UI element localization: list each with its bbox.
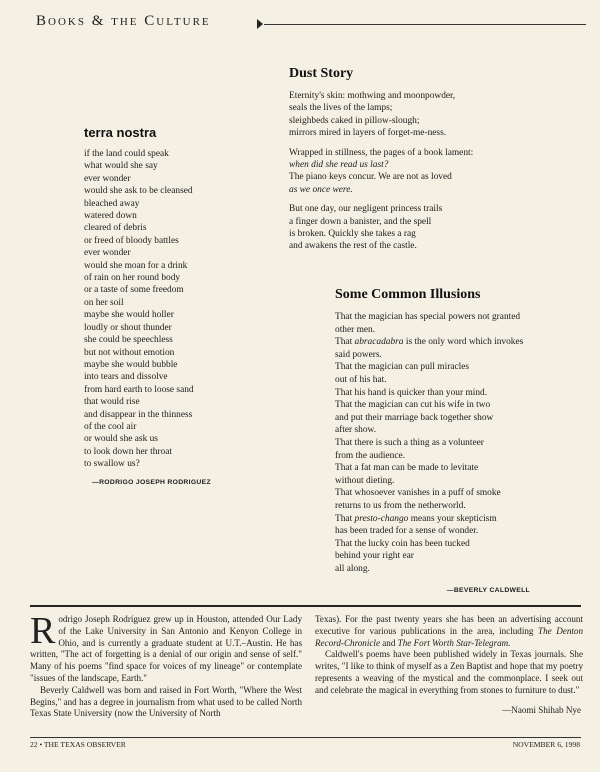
poem-line: seals the lives of the lamps; — [289, 103, 393, 114]
poem-line: she could be speechless — [84, 335, 173, 346]
poem-line: sleighbeds caked in pillow-slough; — [289, 115, 420, 126]
emphasis: presto-chango — [354, 513, 409, 524]
poem-line: of rain on her round body — [84, 273, 181, 284]
poem-line: That presto-chango means your skepticism — [335, 513, 497, 524]
poem-line: would she moan for a drink — [84, 260, 188, 271]
poem-line: has been traded for a sense of wonder. — [335, 526, 479, 537]
poem-dust-story — [289, 66, 539, 260]
poem-line: maybe she would bubble — [84, 359, 178, 370]
publication-title: The Fort Worth Star-Telegram. — [397, 637, 511, 648]
poem-line: as we once were. — [289, 184, 353, 195]
footer-rule — [30, 737, 581, 738]
poem-line: Eternity's skin: mothwing and moonpowder, — [289, 91, 456, 101]
bio-column-right — [315, 614, 583, 716]
poem-line: That the magician can cut his wife in two — [335, 400, 491, 411]
arrow-right-icon — [257, 19, 263, 29]
drop-cap: R — [30, 610, 56, 652]
header-rule — [264, 24, 586, 25]
section-title: Books & the Culture — [36, 13, 211, 29]
poem-body — [84, 148, 284, 471]
poem-line: that would rise — [84, 397, 140, 408]
poem-line: That there is such a thing as a volunteer — [335, 437, 484, 448]
bio-column-left — [30, 610, 302, 720]
poem-line: all along. — [335, 563, 370, 574]
footer-folio: 22 • THE TEXAS OBSERVER — [30, 740, 126, 749]
poem-line: what would she say — [84, 161, 158, 172]
poem-line: after show. — [335, 425, 377, 436]
poem-line: but not without emotion — [84, 347, 175, 358]
poem-line: watered down — [84, 211, 137, 222]
bio-signoff: —Naomi Shihab Nye — [502, 704, 581, 715]
section-header — [36, 13, 586, 35]
stanza-1 — [289, 90, 539, 140]
poem-line: from the audience. — [335, 450, 406, 461]
poem-byline: —RODRIGO JOSEPH RODRIGUEZ — [92, 478, 211, 486]
poem-line: The piano keys concur. We are not as loved — [289, 172, 452, 183]
bio-paragraph: Beverly Caldwell was born and raised in Fort Worth, "Where the West Begins," and has a degree in journalism from what used to be called North Texas State University (now the University of North — [30, 684, 302, 719]
poem-byline: —BEVERLY CALDWELL — [446, 587, 530, 595]
poem-line: That abracadabra is the only word which invokes — [335, 337, 524, 348]
poem-line: if the land could speak — [84, 149, 169, 159]
poem-line: ever wonder — [84, 248, 131, 259]
bio-text: Texas). For the past twenty years she has been an advertising account executive for various publications in the area, including — [315, 614, 583, 636]
poem-line: That the magician can pull miracles — [335, 362, 470, 373]
poem-line: on her soil — [84, 297, 124, 308]
bio-paragraph — [315, 614, 583, 649]
poem-line: to look down her throat — [84, 446, 173, 457]
poem-some-common-illusions — [335, 287, 560, 594]
poem-line: maybe she would holler — [84, 310, 174, 321]
bio-paragraph: Caldwell's poems have been published widely in Texas journals. She writes, "I like to think of myself as a Zen Baptist and hope that my poetry represents a weaving of the mystical and the commonplace. I seek out and celebrate the magical in everything from stones to furniture to dust." — [315, 649, 583, 695]
poem-line: That a fat man can be made to levitate — [335, 463, 479, 474]
poem-line: and disappear in the thinness — [84, 409, 193, 420]
emphasis: abracadabra — [354, 337, 404, 348]
poem-title: terra nostra — [84, 125, 157, 140]
bio-text: and — [379, 637, 398, 648]
poem-line: from hard earth to loose sand — [84, 384, 194, 395]
poem-line: and awakens the rest of the castle. — [289, 241, 417, 252]
poem-line: That his hand is quicker than your mind. — [335, 387, 488, 398]
poem-line: That the magician has special powers not granted — [335, 312, 521, 322]
poem-line: other men. — [335, 324, 376, 335]
poem-line: to swallow us? — [84, 459, 140, 470]
poem-line: a finger down a banister, and the spell — [289, 216, 432, 227]
poem-line: Wrapped in stillness, the pages of a book lament: — [289, 147, 474, 158]
poem-line: returns to us from the netherworld. — [335, 500, 466, 511]
poem-line: That whosoever vanishes in a puff of smoke — [335, 488, 501, 499]
poem-line: out of his hat. — [335, 374, 387, 385]
poem-line: when did she read us last? — [289, 160, 389, 171]
bio-text: odrigo Joseph Rodríguez grew up in Houston, attended Our Lady of the Lake University in San Antonio and Kenyon College in Ohio, and is currently a graduate student at U.T.–Austin. He has written, "The act of forgetting is a denial of our origin and sense of self." Many of his poems "find space for voices of my lineage" or contemplate "issues of the landscape, Earth." — [30, 614, 302, 683]
poem-line: and put their marriage back together show — [335, 412, 494, 423]
poem-line: or freed of bloody battles — [84, 235, 179, 246]
poem-line: would she ask to be cleansed — [84, 186, 193, 197]
poem-line: or a taste of some freedom — [84, 285, 184, 296]
poem-line: cleared of debris — [84, 223, 147, 234]
poem-line: That the lucky coin has been tucked — [335, 538, 470, 549]
poem-line: ever wonder — [84, 173, 131, 184]
poem-line: behind your right ear — [335, 551, 414, 562]
poem-title: Some Common Illusions — [335, 287, 481, 302]
poem-line: loudly or shout thunder — [84, 322, 172, 333]
poem-line: bleached away — [84, 198, 140, 209]
stanza-2 — [289, 147, 539, 197]
poem-line: said powers. — [335, 349, 382, 360]
bio-rule — [30, 605, 581, 607]
bio-paragraph — [30, 610, 302, 685]
poem-line: mirrors mired in layers of forget-me-ness. — [289, 128, 447, 139]
poem-line: of the cool air — [84, 421, 137, 432]
poem-title: Dust Story — [289, 66, 354, 81]
poem-line: is broken. Quickly she takes a rag — [289, 229, 416, 240]
stanza-3 — [289, 203, 539, 253]
poem-body — [335, 311, 560, 575]
footer-date: NOVEMBER 6, 1998 — [512, 740, 580, 749]
poem-line: into tears and dissolve — [84, 372, 168, 383]
poem-terra-nostra — [84, 125, 284, 486]
poem-line: without dieting. — [335, 475, 395, 486]
poem-line: or would she ask us — [84, 434, 158, 445]
poem-line: But one day, our negligent princess trails — [289, 204, 443, 215]
publication-title: The Denton Record-Chronicle — [315, 625, 584, 648]
